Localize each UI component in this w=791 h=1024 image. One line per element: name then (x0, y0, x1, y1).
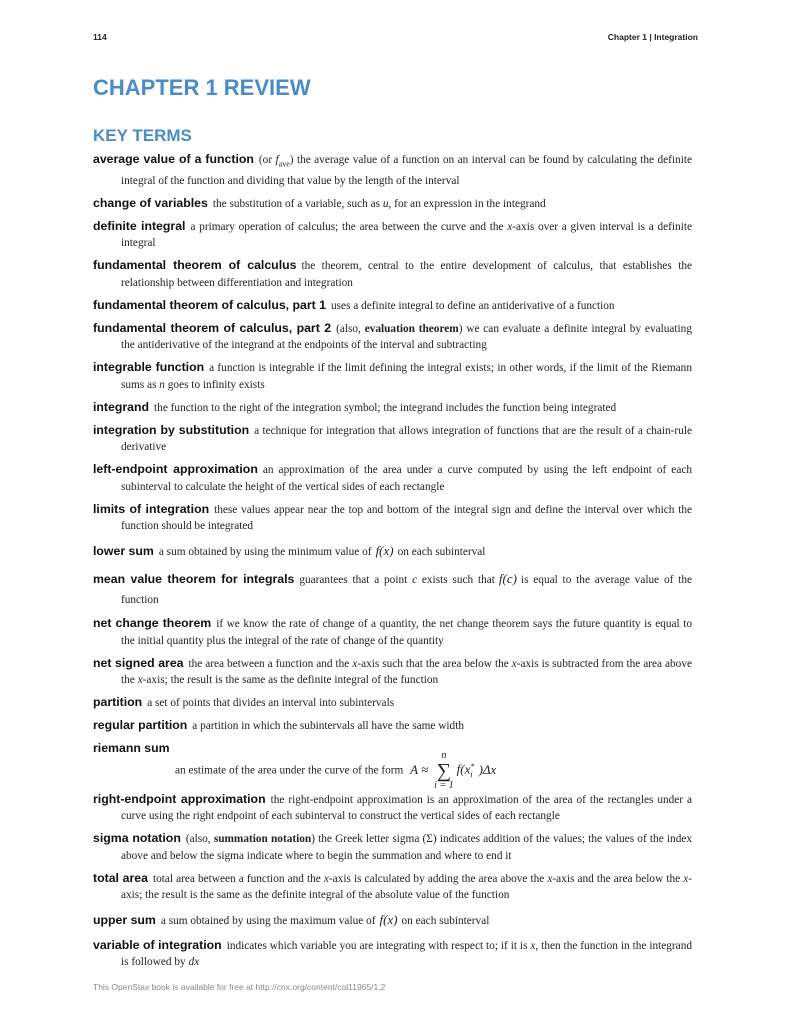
glossary-term: riemann sum (93, 741, 170, 756)
definition-text: f(x) (375, 543, 394, 559)
glossary-entry (93, 569, 692, 610)
glossary-entry (93, 152, 692, 189)
definition-text: a sum obtained by using the minimum value of (158, 546, 372, 559)
glossary-entry (93, 695, 692, 712)
definition-text: x (352, 657, 358, 670)
glossary-entry (93, 321, 692, 354)
definition-text: x (530, 939, 536, 952)
glossary-term: average value of a function (93, 152, 254, 166)
definition-text: x (511, 657, 517, 670)
glossary-term: fundamental theorem of calculus (93, 258, 297, 273)
definition-text: ) we can evaluate a definite integral by evaluating the antiderivative of the integrand at the endpoints of the interval and subtracting (121, 322, 692, 352)
definition-text: a partition in which the subintervals all have the same width (192, 720, 464, 733)
formula-tail: )Δx (478, 761, 497, 777)
glossary-entry (93, 831, 692, 864)
definition-text: these values appear near the top and bottom of the integral sign and define the interval over which the function should be integrated (121, 503, 692, 533)
definition-text: a technique for integration that allows integration of functions that are the result of a chain-rule derivative (121, 424, 692, 454)
definition-text: an estimate of the area under the curve of the form (175, 764, 404, 777)
definition-text: on each subinterval (401, 915, 490, 928)
definition-text: -axis such that the area below the (357, 657, 512, 670)
glossary-term: fundamental theorem of calculus, part 1 (93, 297, 327, 312)
definition-text: (or (258, 154, 276, 166)
definition-text: the function to the right of the integration symbol; the integrand includes the function being integrated (154, 401, 617, 414)
glossary-term: definite integral (93, 218, 186, 233)
glossary-entry (93, 616, 692, 649)
formula-rhs: f(x (456, 761, 471, 777)
definition-text: on each subinterval (397, 546, 486, 559)
glossary-term: limits of integration (93, 501, 210, 516)
definition-text: ) the Greek letter sigma (Σ) indicates addition of the values; the values of the index above and below the sigma indicate where to begin the summation and where to end it (121, 833, 693, 862)
sigma-icon: ∑ (436, 760, 451, 783)
definition-text: the theorem, central to the entire development of calculus, that establishes the relationship between differentiation and integration (121, 260, 692, 289)
glossary-entry (93, 423, 692, 456)
definition-text: , then the function in the integrand is followed by (121, 939, 692, 969)
definition-text: -axis; the result is the same as the definite integral of the function (142, 674, 439, 687)
definition-text: f(c) (498, 570, 517, 586)
sigma-lower: i = 1 (434, 780, 454, 792)
definition-text: n (159, 378, 165, 391)
definition-text: ) the average value of a function on an interval can be found by calculating the definite integral of the function and dividing that value by the length of the interval (121, 154, 692, 187)
definition-text: , for an expression in the integrand (388, 197, 546, 210)
definition-text: x (683, 872, 689, 885)
glossary-entry (93, 910, 692, 931)
definition-text: a function is integrable if the limit defining the integral exists; in other words, if the limit of the Riemann sums as (121, 362, 692, 391)
glossary-term: total area (93, 870, 148, 885)
sigma-upper: n (441, 750, 447, 762)
glossary-term: left-endpoint approximation (93, 462, 258, 477)
glossary-term: net signed area (93, 655, 184, 670)
definition-text: c (412, 573, 418, 586)
definition-text: u (382, 197, 389, 210)
glossary-term: lower sum (93, 544, 154, 559)
definition-text: a set of points that divides an interval into subintervals (147, 697, 395, 710)
glossary-entry (93, 258, 692, 291)
glossary-entry (93, 938, 692, 971)
definition-text: f (275, 154, 279, 166)
page-number: 114 (93, 32, 107, 42)
glossary-term: right-endpoint approximation (93, 791, 266, 806)
footer-note: This OpenStax book is available for free at http://cnx.org/content/col11965/1.2 (93, 982, 386, 992)
definition-text: a sum obtained by using the maximum value of (160, 915, 376, 928)
definition-text: -axis over a given interval is a definite integral (121, 220, 692, 250)
definition-text: exists such that (417, 573, 495, 586)
formula-star: * (470, 762, 475, 772)
key-terms-list (93, 152, 692, 977)
definition-text: goes to infinity exists (164, 378, 265, 391)
glossary-definition (175, 751, 496, 791)
glossary-entry (93, 298, 692, 315)
definition-text: a primary operation of calculus; the area between the curve and the (190, 220, 508, 233)
glossary-term: variable of integration (93, 937, 222, 952)
glossary-term: change of variables (93, 195, 208, 210)
glossary-entry (93, 741, 692, 792)
definition-text: the area between a function and the (188, 657, 353, 670)
definition-text: x (507, 220, 513, 233)
glossary-term: net change theorem (93, 616, 212, 631)
glossary-entry (93, 656, 692, 689)
definition-text: if we know the rate of change of a quantity, the net change theorem says the future quantity is equal to the initial quantity plus the integral of the rate of change of the quantity (121, 618, 692, 647)
section-heading: KEY TERMS (93, 126, 192, 145)
definition-text: f(x) (379, 912, 398, 928)
definition-text: guarantees that a point (299, 573, 413, 586)
definition-text: evaluation theorem (364, 322, 459, 335)
formula-lhs: A ≈ (410, 761, 429, 777)
sigma-symbol (434, 751, 454, 791)
glossary-term: partition (93, 695, 143, 710)
glossary-entry (93, 462, 692, 495)
chapter-title: CHAPTER 1 REVIEW (93, 75, 311, 100)
definition-text: x (547, 872, 553, 885)
glossary-entry (93, 541, 692, 562)
glossary-entry (93, 792, 692, 825)
glossary-entry (93, 360, 692, 393)
definition-text: x (137, 674, 143, 687)
glossary-entry (93, 502, 692, 535)
glossary-entry (93, 718, 692, 735)
definition-text: ave (278, 159, 290, 169)
definition-text: total area between a function and the (152, 872, 324, 885)
glossary-term: integrable function (93, 360, 205, 375)
glossary-entry (93, 196, 692, 213)
running-header: Chapter 1 | Integration (607, 32, 698, 42)
glossary-entry (93, 871, 692, 904)
definition-text: (also, (185, 833, 214, 846)
glossary-term: regular partition (93, 718, 188, 733)
definition-text: the right-endpoint approximation is an approximation of the area of the rectangles under a curve using the right endpoint of each subinterval to construct the vertical sides of each rectangle (121, 793, 692, 823)
definition-text: dx (188, 956, 200, 969)
glossary-entry (93, 400, 692, 417)
glossary-term: integrand (93, 399, 150, 414)
formula-sub: i (470, 770, 473, 780)
definition-text: summation notation (213, 833, 312, 846)
definition-text: indicates which variable you are integrating with respect to; if it is (226, 939, 531, 952)
definition-text: (also, (336, 322, 365, 335)
glossary-term: fundamental theorem of calculus, part 2 (93, 320, 332, 335)
definition-text: the substitution of a variable, such as (212, 197, 383, 210)
definition-text: x (323, 872, 329, 885)
definition-text: an approximation of the area under a curve computed by using the left endpoint of each subinterval to calculate the height of the vertical sides of each rectangle (121, 464, 692, 493)
definition-text: -axis; the result is the same as the definite integral of the absolute value of the function (121, 872, 693, 902)
definition-text: -axis is calculated by adding the area above the (328, 872, 548, 885)
glossary-term: integration by substitution (93, 422, 250, 437)
glossary-term: upper sum (93, 913, 156, 928)
definition-text: -axis is subtracted from the area above the (121, 657, 692, 687)
glossary-term: sigma notation (93, 831, 181, 846)
definition-text: uses a definite integral to define an antiderivative of a function (331, 299, 615, 312)
glossary-term: mean value theorem for integrals (93, 571, 295, 586)
definition-text: is equal to the average value of the function (121, 573, 692, 606)
glossary-entry (93, 219, 692, 252)
definition-text: -axis and the area below the (552, 872, 684, 885)
